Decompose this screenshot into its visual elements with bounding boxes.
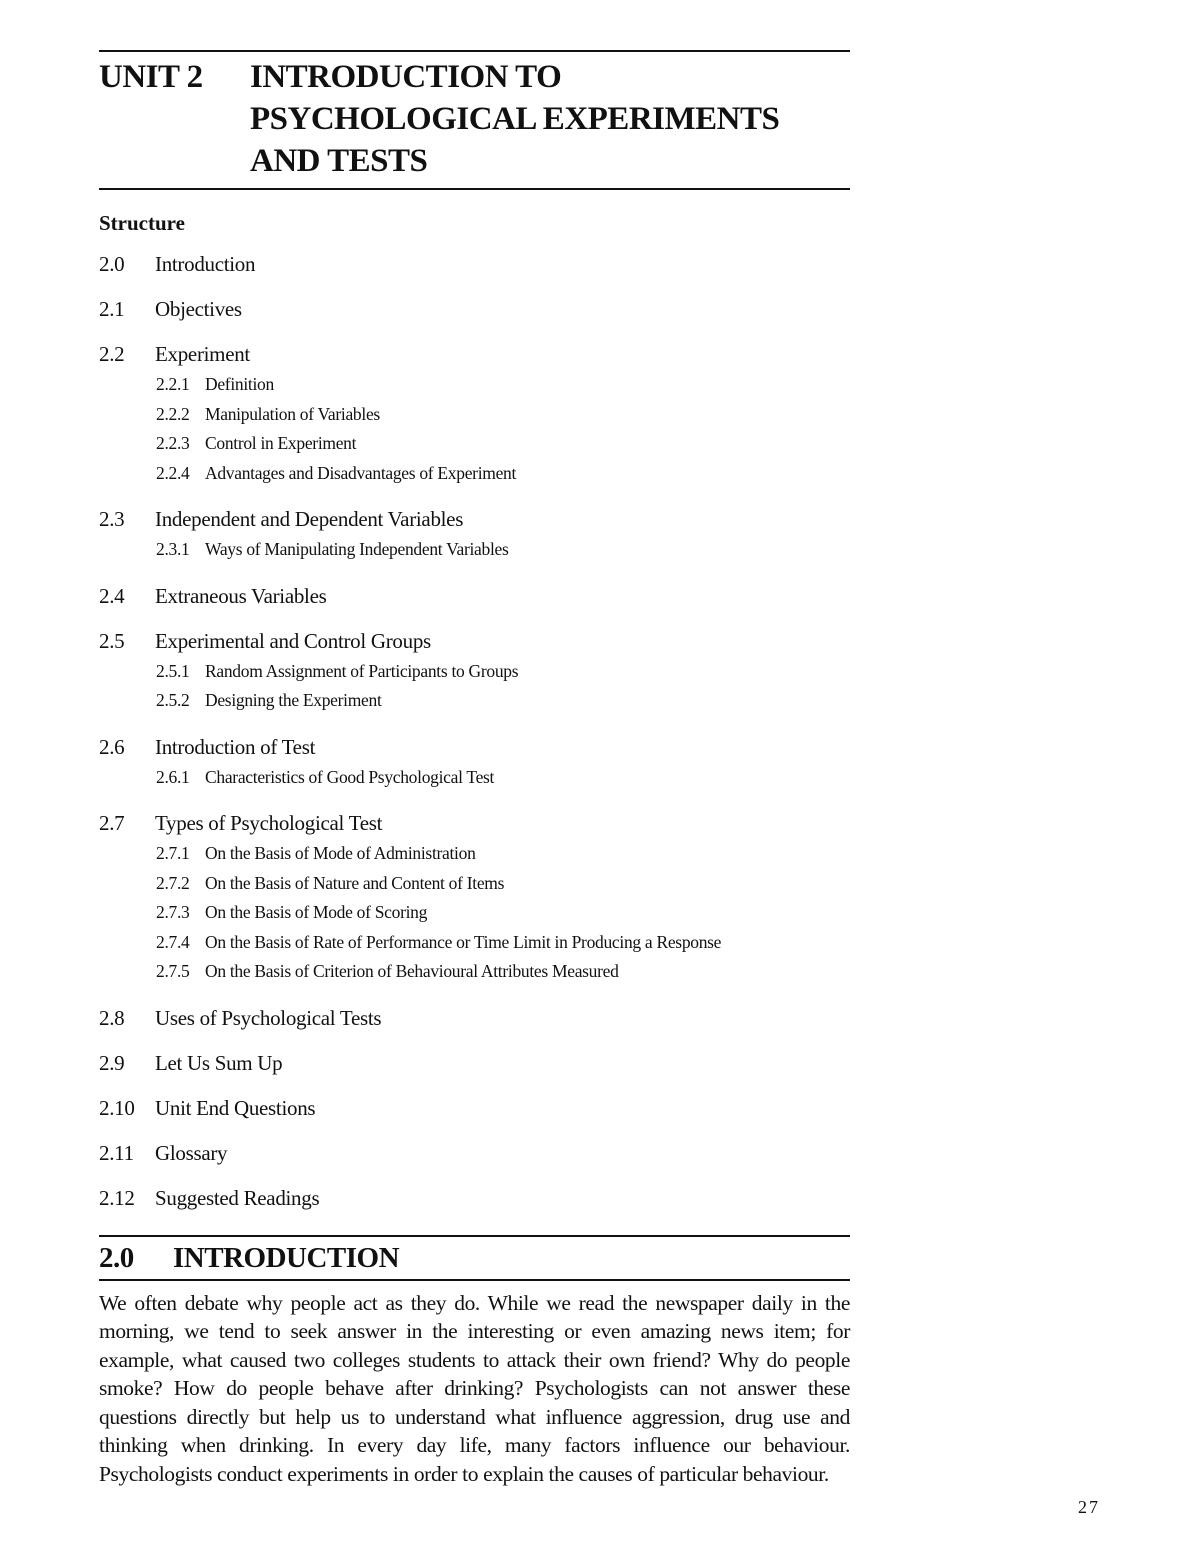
toc-subitem xyxy=(156,657,850,687)
toc-item-label: Glossary xyxy=(155,1140,228,1165)
toc-entry xyxy=(99,340,850,488)
toc-item-label: Suggested Readings xyxy=(155,1185,320,1210)
toc-subitem xyxy=(156,839,850,869)
toc-item-number: 2.11 xyxy=(99,1140,134,1165)
toc-subitem-label: Designing the Experiment xyxy=(205,690,382,710)
toc-item xyxy=(99,582,850,610)
toc-entry xyxy=(99,250,850,278)
toc-subitem-number: 2.2.1 xyxy=(156,374,190,394)
document-page xyxy=(99,50,850,1488)
toc-item-number: 2.2 xyxy=(99,342,125,366)
toc-subitem-label: On the Basis of Mode of Scoring xyxy=(205,902,428,922)
page-number: 27 xyxy=(1078,1497,1100,1517)
toc-subitem-number: 2.2.4 xyxy=(156,462,190,483)
toc-item-number: 2.8 xyxy=(99,1005,125,1030)
toc-entry xyxy=(99,582,850,610)
toc-subitem-number: 2.7.2 xyxy=(156,872,190,893)
toc-subitem xyxy=(156,429,850,459)
toc-subitem xyxy=(156,686,850,716)
toc-item xyxy=(99,295,850,323)
toc-item-number: 2.7 xyxy=(99,811,125,835)
toc-item-label: Extraneous Variables xyxy=(155,583,327,608)
toc-item xyxy=(99,1184,850,1212)
toc-item-label: Unit End Questions xyxy=(155,1095,316,1120)
section-number: 2.0 xyxy=(99,1241,134,1274)
toc-item-number: 2.12 xyxy=(99,1185,135,1210)
toc-subitem-number: 2.7.5 xyxy=(156,961,190,981)
toc-subitems xyxy=(156,763,850,793)
toc-subitem-number: 2.3.1 xyxy=(156,539,190,559)
toc-subitem-label: Ways of Manipulating Independent Variables xyxy=(205,539,509,559)
toc-item-label: Independent and Dependent Variables xyxy=(155,507,464,531)
toc-item-number: 2.6 xyxy=(99,734,125,759)
section-title: INTRODUCTION xyxy=(173,1241,400,1274)
unit-title-line: PSYCHOLOGICAL EXPERIMENTS xyxy=(250,101,780,137)
toc-subitem xyxy=(156,763,850,793)
toc-item-number: 2.9 xyxy=(99,1050,125,1075)
structure-heading: Structure xyxy=(99,211,185,235)
toc-subitem-number: 2.7.4 xyxy=(156,931,190,952)
toc-subitem-label: Manipulation of Variables xyxy=(205,403,380,424)
unit-title-line: AND TESTS xyxy=(250,143,428,179)
toc-subitem-number: 2.6.1 xyxy=(156,766,190,787)
toc-item-label: Experiment xyxy=(155,342,250,366)
toc-subitem-label: Control in Experiment xyxy=(205,433,357,453)
toc-item xyxy=(99,733,850,761)
toc-subitems xyxy=(156,657,850,716)
toc-subitem xyxy=(156,869,850,899)
toc-subitem-label: On the Basis of Rate of Performance or Time Limit in Producing a Response xyxy=(205,931,722,952)
toc-item xyxy=(99,1094,850,1122)
toc-item-label: Objectives xyxy=(155,297,242,321)
toc-item-label: Introduction of Test xyxy=(155,734,316,759)
toc-item xyxy=(99,1139,850,1167)
toc-item xyxy=(99,505,850,533)
toc-item-label: Introduction xyxy=(155,252,256,276)
unit-title xyxy=(250,56,850,182)
toc-subitem-number: 2.5.1 xyxy=(156,660,190,681)
toc-item xyxy=(99,250,850,278)
header-bottom-rule xyxy=(99,188,850,190)
section-bottom-rule xyxy=(99,1279,850,1281)
toc-item-label: Let Us Sum Up xyxy=(155,1050,283,1075)
toc-subitem-label: On the Basis of Mode of Administration xyxy=(205,843,476,863)
toc-subitems xyxy=(156,839,850,987)
toc-subitem-label: Definition xyxy=(205,374,274,394)
toc-item-number: 2.3 xyxy=(99,507,125,531)
toc-entry xyxy=(99,295,850,323)
section-heading xyxy=(99,1237,850,1277)
toc-entry xyxy=(99,505,850,565)
intro-paragraph: We often debate why people act as they do. While we read the newspaper daily in the morning, we tend to seek answer in the interesting or even amazing news item; for example, what caused two colleges students to attack their own friend? Why do people smoke? How do people behave after drinking? Psychologists can not answer these questions directly but help us to understand what influence aggression, drug use and thinking when drinking. In every day life, many factors influence our behaviour. Psychologists conduct experiments in order to explain the causes of particular behaviour. xyxy=(99,1290,850,1486)
toc-subitem-number: 2.7.3 xyxy=(156,902,190,922)
toc-subitem-label: Advantages and Disadvantages of Experiment xyxy=(205,462,517,483)
toc-item-number: 2.10 xyxy=(99,1095,135,1120)
toc-item xyxy=(99,1004,850,1032)
toc-entry xyxy=(99,1184,850,1212)
toc-subitem xyxy=(156,898,850,928)
toc-subitem xyxy=(156,535,850,565)
toc-entry xyxy=(99,1004,850,1032)
toc-subitem-number: 2.5.2 xyxy=(156,690,190,710)
toc-subitem xyxy=(156,957,850,987)
toc-subitems xyxy=(156,370,850,488)
toc-subitem xyxy=(156,928,850,958)
toc-item-label: Experimental and Control Groups xyxy=(155,628,431,653)
toc-subitem-label: On the Basis of Nature and Content of Items xyxy=(205,872,505,893)
toc-item xyxy=(99,809,850,837)
toc-entry xyxy=(99,1094,850,1122)
toc-subitem xyxy=(156,370,850,400)
unit-header xyxy=(99,52,850,188)
toc-entry xyxy=(99,627,850,716)
toc-entry xyxy=(99,1049,850,1077)
toc-subitem-number: 2.2.3 xyxy=(156,433,190,453)
toc-item-label: Types of Psychological Test xyxy=(155,811,383,835)
toc-item xyxy=(99,627,850,655)
toc-item-number: 2.4 xyxy=(99,583,125,608)
toc-item-number: 2.0 xyxy=(99,252,125,276)
toc-subitems xyxy=(156,535,850,565)
toc-item xyxy=(99,340,850,368)
toc-entry xyxy=(99,1139,850,1167)
toc-entry xyxy=(99,733,850,793)
toc-subitem-number: 2.7.1 xyxy=(156,843,190,863)
toc-subitem xyxy=(156,459,850,489)
unit-number: UNIT 2 xyxy=(99,59,203,95)
toc-subitem-label: Random Assignment of Participants to Groups xyxy=(205,660,519,681)
toc-item-number: 2.1 xyxy=(99,297,125,321)
toc-item-number: 2.5 xyxy=(99,628,125,653)
toc-item xyxy=(99,1049,850,1077)
toc-subitem-label: On the Basis of Criterion of Behavioural Attributes Measured xyxy=(205,961,619,981)
toc-subitem-number: 2.2.2 xyxy=(156,403,190,424)
toc-subitem xyxy=(156,400,850,430)
unit-title-line: INTRODUCTION TO xyxy=(250,59,562,95)
table-of-contents xyxy=(99,250,850,1212)
toc-subitem-label: Characteristics of Good Psychological Test xyxy=(205,766,495,787)
toc-item-label: Uses of Psychological Tests xyxy=(155,1005,382,1030)
toc-entry xyxy=(99,809,850,987)
